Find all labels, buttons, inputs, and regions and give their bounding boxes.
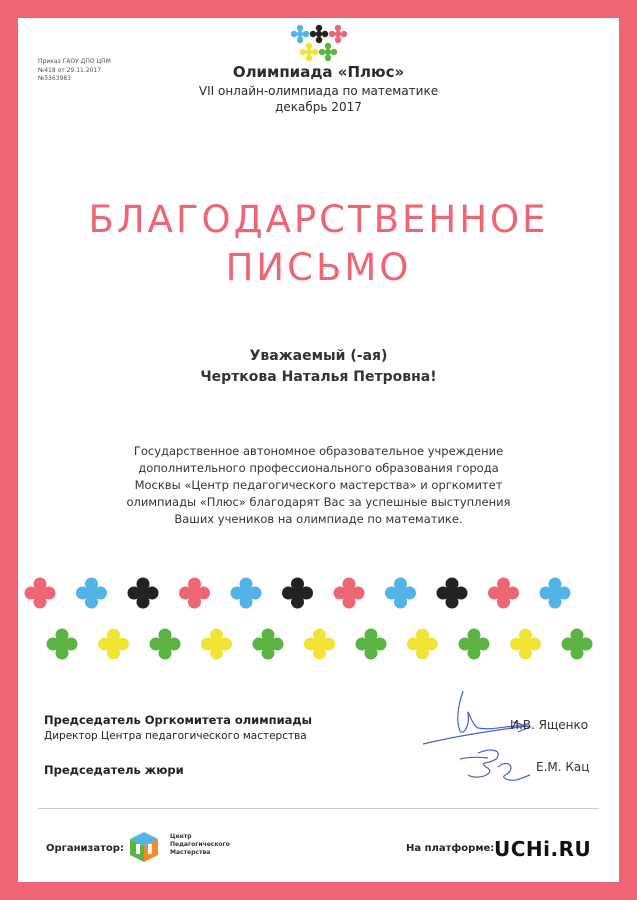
body-line-5: Ваших учеников на олимпиаде по математике. <box>174 512 463 526</box>
pattern-plus-icon <box>562 629 593 660</box>
plus-pattern-decoration <box>18 573 619 668</box>
jury-title: Председатель жюри <box>44 763 184 777</box>
organizer-line-2: Педагогического <box>170 841 230 848</box>
pattern-plus-icon <box>47 629 78 660</box>
organizer-line-3: Мастерства <box>170 849 211 856</box>
signature-yashchenko-icon <box>418 686 543 746</box>
organizer-label: Организатор: <box>46 843 124 854</box>
body-line-3: Москвы «Центр педагогического мастерства» и оргкомитет <box>134 478 503 492</box>
pattern-plus-icon <box>510 629 541 660</box>
pattern-plus-icon <box>437 578 468 609</box>
order-line-2: №418 от 29.11.2017 <box>38 66 102 74</box>
letter-body <box>98 443 539 528</box>
olympiad-subtitle <box>18 83 619 115</box>
cpm-cube-logo-icon <box>128 830 160 864</box>
jury-name: Е.М. Кац <box>536 760 590 774</box>
pattern-plus-icon <box>407 629 438 660</box>
pattern-plus-icon <box>98 629 129 660</box>
pattern-plus-icon <box>128 578 159 609</box>
subtitle-line-1: VII онлайн-олимпиада по математике <box>198 84 439 98</box>
pattern-plus-icon <box>25 578 56 609</box>
uchi-ru-logo: UCHi.RU <box>494 837 592 861</box>
organizer-name <box>170 833 230 857</box>
pattern-plus-icon <box>150 629 181 660</box>
olympiad-title: Олимпиада «Плюс» <box>232 63 405 81</box>
footer-divider <box>38 808 599 809</box>
pattern-plus-icon <box>179 578 210 609</box>
chair-title: Председатель Оргкомитета олимпиады <box>44 713 313 727</box>
pattern-plus-icon <box>201 629 232 660</box>
organizer-line-1: Центр <box>170 833 192 840</box>
document-title <box>18 196 619 292</box>
chair-name: И.В. Ященко <box>510 718 589 732</box>
subtitle-line-2: декабрь 2017 <box>275 100 362 114</box>
chair-subtitle: Директор Центра педагогического мастерства <box>44 730 307 742</box>
pattern-plus-icon <box>304 629 335 660</box>
olympiad-plus-logo-icon <box>288 24 350 64</box>
pattern-plus-icon <box>385 578 416 609</box>
pattern-plus-icon <box>488 578 519 609</box>
salutation: Уважаемый (-ая) <box>249 348 388 364</box>
title-line-1: БЛАГОДАРСТВЕННОЕ <box>88 198 549 241</box>
pattern-plus-icon <box>334 578 365 609</box>
pattern-plus-icon <box>253 629 284 660</box>
title-line-2: ПИСЬМО <box>225 246 412 289</box>
logo-cross-blue <box>291 25 309 43</box>
certificate-sheet <box>18 18 619 882</box>
pattern-plus-icon <box>231 578 262 609</box>
order-line-1: Приказ ГАОУ ДПО ЦПМ <box>38 58 111 65</box>
body-line-4: олимпиады «Плюс» благодарят Вас за успешные выступления <box>126 495 511 509</box>
signature-kats-icon <box>458 745 543 785</box>
order-line-3: №5363983 <box>38 75 71 82</box>
body-line-1: Государственное автономное образовательное учреждение <box>133 444 504 458</box>
greeting <box>18 346 619 388</box>
pattern-plus-icon <box>356 629 387 660</box>
body-line-2: дополнительного профессионального образования города <box>138 461 499 475</box>
pattern-plus-icon <box>76 578 107 609</box>
recipient-name: Черткова Наталья Петровна! <box>200 369 437 385</box>
pattern-plus-icon <box>459 629 490 660</box>
platform-label: На платформе: <box>406 843 495 854</box>
pattern-plus-icon <box>540 578 571 609</box>
pattern-plus-icon <box>282 578 313 609</box>
